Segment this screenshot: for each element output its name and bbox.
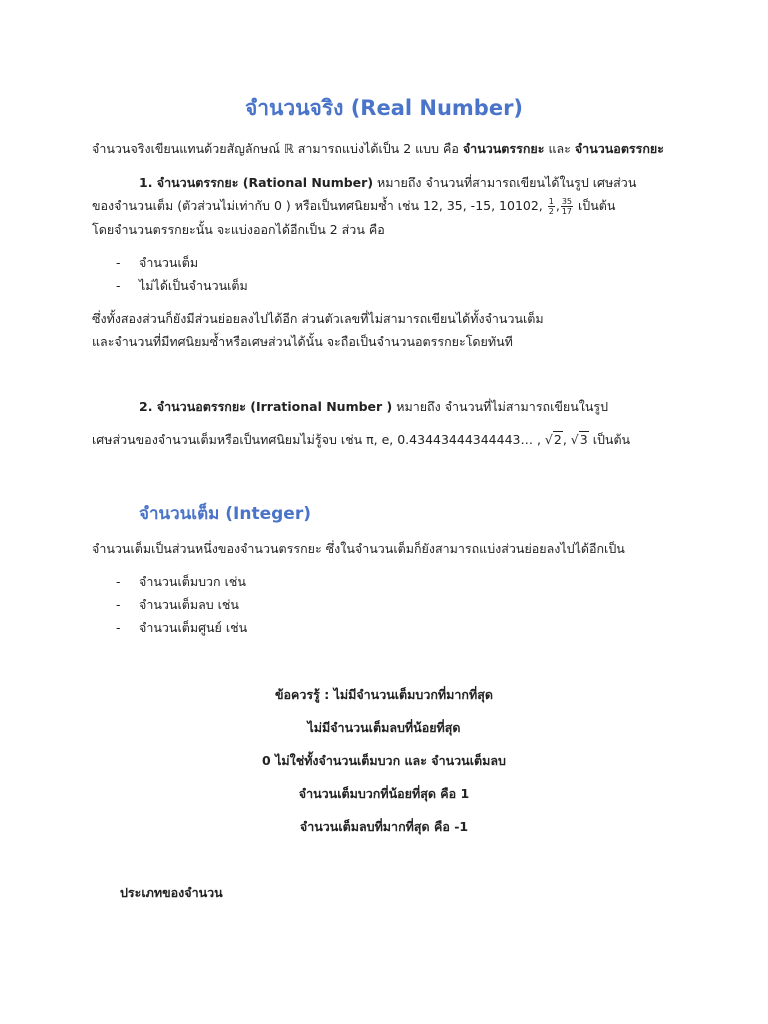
integer-description: จำนวนเต็มเป็นส่วนหนึ่งของจำนวนตรรกยะ ซึ่งในจำนวนเต็มก็ยังสามารถแบ่งส่วนย่อยลงไปได้อีกเป็น — [92, 541, 625, 556]
page-title: จำนวนจริง (Real Number) — [244, 96, 524, 120]
intro-prefix: จำนวนจริงเขียนแทนด้วยสัญลักษณ์ ℝ สามารถแบ่งได้เป็น 2 แบบ คือ — [92, 141, 463, 156]
list-item: ไม่ได้เป็นจำนวนเต็ม — [139, 278, 248, 293]
rational-heading: 1. จำนวนตรรกยะ (Rational Number) — [139, 175, 374, 190]
sqrt-separator: , — [562, 432, 571, 447]
list-bullet: - — [116, 574, 121, 589]
fact-line: จำนวนเต็มลบที่มากที่สุด คือ -1 — [299, 819, 469, 834]
list-bullet: - — [116, 255, 121, 270]
fact-line: ไม่มีจำนวนเต็มลบที่น้อยที่สุด — [307, 720, 461, 735]
sqrt-three: √3 — [570, 432, 588, 447]
rational-note-2: และจำนวนที่มีทศนิยมซ้ำหรือเศษส่วนได้นั้น จะถือเป็นจำนวนอตรรกยะโดยทันที — [92, 334, 513, 349]
rational-line-1 — [139, 174, 636, 192]
rational-line-3: โดยจำนวนตรรกยะนั้น จะแบ่งออกได้อีกเป็น 2 ส่วน คือ — [92, 222, 385, 237]
intro-joiner: และ — [544, 141, 575, 156]
list-item: จำนวนเต็มบวก เช่น — [139, 574, 246, 589]
irrational-line-2 — [92, 431, 630, 449]
types-heading: ประเภทของจำนวน — [120, 885, 223, 900]
rational-line1-rest: หมายถึง จำนวนที่สามารถเขียนได้ในรูป เศษส่วน — [373, 175, 637, 190]
fraction-one-half: $\frac{1}{2}$ — [548, 197, 554, 216]
fact-line: จำนวนเต็มบวกที่น้อยที่สุด คือ 1 — [298, 786, 470, 801]
list-item: จำนวนเต็ม — [139, 255, 199, 270]
list-bullet: - — [116, 620, 121, 635]
list-bullet: - — [116, 597, 121, 612]
sqrt-two: √2 — [544, 432, 562, 447]
intro-term-irrational: จำนวนอตรรกยะ — [574, 141, 664, 156]
irrational-line1-rest: หมายถึง จำนวนที่ไม่สามารถเขียนในรูป — [392, 399, 609, 414]
rational-line2-prefix: ของจำนวนเต็ม (ตัวส่วนไม่เท่ากับ 0 ) หรือเป็นทศนิยมซ้ำ เช่น 12, 35, -15, 10102, — [92, 198, 547, 213]
list-item: จำนวนเต็มศูนย์ เช่น — [139, 620, 248, 635]
intro-paragraph — [92, 140, 664, 158]
rational-note-1: ซึ่งทั้งสองส่วนก็ยังมีส่วนย่อยลงไปได้อีก ส่วนตัวเลขที่ไม่สามารถเขียนได้ทั้งจำนวนเต็ม — [92, 311, 544, 326]
intro-term-rational: จำนวนตรรกยะ — [462, 141, 545, 156]
irrational-heading: 2. จำนวนอตรรกยะ (Irrational Number ) — [139, 399, 393, 414]
rational-line-2: ของจำนวนเต็ม (ตัวส่วนไม่เท่ากับ 0 ) หรือเป็นทศนิยมซ้ำ เช่น 12, 35, -15, 10102, $\frac{1}{2}$ , $\frac{35}{17}$ เป็นต้น — [92, 197, 616, 216]
irrational-line2-prefix: เศษส่วนของจำนวนเต็มหรือเป็นทศนิยมไม่รู้จบ เช่น π, e, 0.43443444344443… , — [92, 432, 545, 447]
fact-line: 0 ไม่ใช่ทั้งจำนวนเต็มบวก และ จำนวนเต็มลบ — [262, 753, 506, 768]
fraction-35-17: $\frac{35}{17}$ — [561, 197, 573, 216]
irrational-line-1 — [139, 398, 608, 416]
list-bullet: - — [116, 278, 121, 293]
list-item: จำนวนเต็มลบ เช่น — [139, 597, 239, 612]
fact-line: ข้อควรรู้ : ไม่มีจำนวนเต็มบวกที่มากที่สุด — [275, 687, 493, 702]
integer-heading: จำนวนเต็ม (Integer) — [139, 504, 311, 524]
rational-line2-suffix: เป็นต้น — [574, 198, 616, 213]
irrational-line2-suffix: เป็นต้น — [588, 432, 631, 447]
